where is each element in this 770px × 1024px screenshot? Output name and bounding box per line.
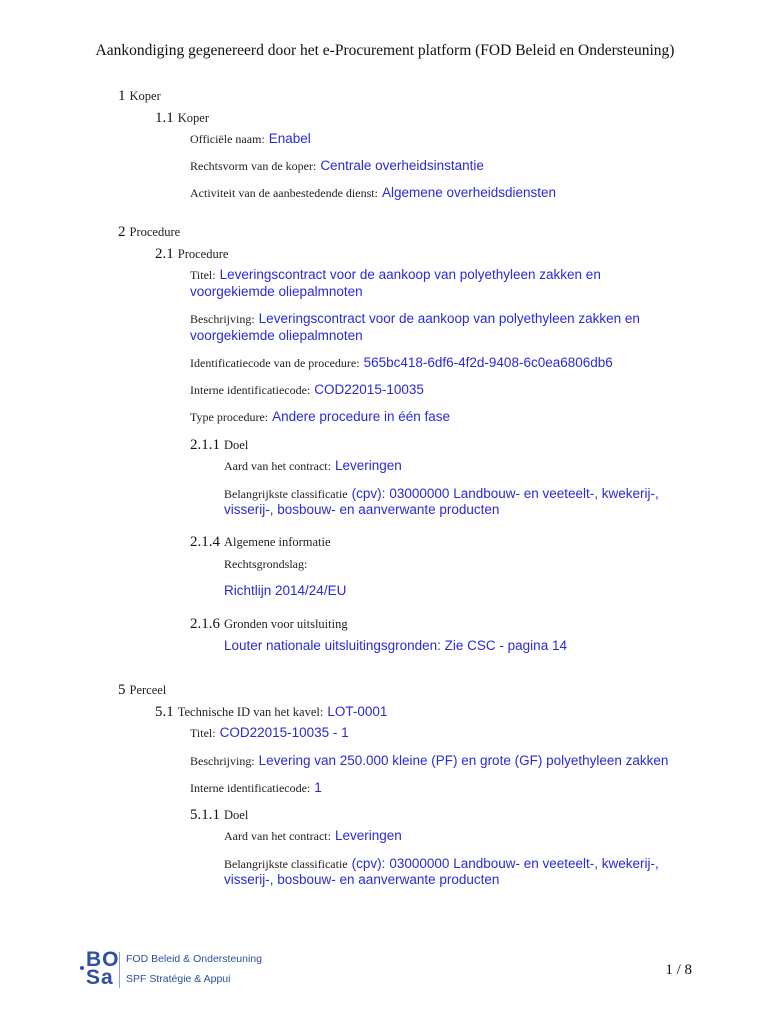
section-2-1-4-heading: [190, 533, 331, 551]
field-value: Leveringen: [334, 828, 402, 843]
subsection-title: Doel: [224, 438, 249, 452]
section-2-heading: [118, 223, 180, 241]
section-5-1-heading: [155, 703, 387, 721]
section-2-1-heading: [155, 245, 228, 263]
section-2-1-6-heading: [190, 615, 348, 633]
subsection-number: 2.1: [155, 246, 174, 262]
lot-internal-id-field: [190, 779, 322, 797]
field-label: Identificatiecode van de procedure:: [190, 356, 360, 370]
beschrijving-field: [190, 310, 640, 328]
field-value-line1: 03000000 Landbouw- en veeteelt-, kwekerij-,: [389, 486, 659, 501]
field-label: Interne identificatiecode:: [190, 781, 311, 795]
field-label: Aard van het contract:: [224, 459, 331, 473]
contract-type-field: [224, 457, 402, 475]
section-title: Koper: [129, 89, 161, 103]
subsection-number: 2.1.1: [190, 437, 220, 453]
field-label: Officiële naam:: [190, 132, 265, 146]
field-value: COD22015-10035: [314, 382, 424, 397]
field-label: Beschrijving:: [190, 754, 255, 768]
field-label: Aard van het contract:: [224, 829, 331, 843]
field-label: Belangrijkste classificatie: [224, 487, 348, 501]
field-label: Activiteit van de aanbestedende dienst:: [190, 186, 378, 200]
lot-title-field: [190, 724, 349, 742]
legal-form-field: [190, 157, 484, 175]
section-number: 2: [118, 224, 126, 240]
procedure-id-field: [190, 354, 613, 372]
section-2-1-1-heading: [190, 436, 248, 454]
field-label: Type procedure:: [190, 410, 269, 424]
bosa-logo-mark: [80, 948, 120, 992]
field-value-line1: Leveringscontract voor de aankoop van polyethyleen zakken en: [258, 311, 640, 326]
field-value-line2: visserij-, bosbouw- en aanverwante producten: [224, 872, 500, 887]
field-label: Rechtsgrondslag:: [224, 557, 308, 571]
field-value: Centrale overheidsinstantie: [320, 158, 484, 173]
field-value-line2: voorgekiemde oliepalmnoten: [190, 284, 363, 299]
subsection-title: Koper: [177, 111, 209, 125]
field-value: Levering van 250.000 kleine (PF) en grote (GF) polyethyleen zakken: [258, 753, 669, 768]
section-5-heading: [118, 681, 166, 699]
legal-basis-value: Richtlijn 2014/24/EU: [224, 583, 347, 598]
activity-field: [190, 184, 556, 202]
cpv-label: (cpv):: [351, 486, 386, 501]
field-value: 1: [314, 780, 322, 795]
official-name-field: [190, 130, 311, 148]
subsection-number: 1.1: [155, 110, 174, 126]
cpv-label: (cpv):: [351, 856, 386, 871]
section-number: 5: [118, 682, 126, 698]
exclusion-grounds-value: Louter nationale uitsluitingsgronden: Zie CSC - pagina 14: [224, 638, 567, 653]
subsection-number: 2.1.6: [190, 616, 220, 632]
subsection-title: Algemene informatie: [224, 535, 331, 549]
subsection-title: Gronden voor uitsluiting: [224, 617, 348, 631]
procedure-type-field: [190, 408, 450, 426]
field-value-line2: voorgekiemde oliepalmnoten: [190, 328, 363, 343]
logo-text-nl: FOD Beleid & Ondersteuning: [126, 953, 262, 965]
field-label: Beschrijving:: [190, 312, 255, 326]
subsection-number: 2.1.4: [190, 534, 220, 550]
field-label: Rechtsvorm van de koper:: [190, 159, 317, 173]
section-title: Perceel: [129, 683, 167, 697]
subsection-title: Technische ID van het kavel:: [177, 705, 324, 719]
field-label: Interne identificatiecode:: [190, 383, 311, 397]
field-value: Algemene overheidsdiensten: [381, 185, 557, 200]
field-value: Leveringen: [334, 458, 402, 473]
field-value: Andere procedure in één fase: [272, 409, 450, 424]
lot-contract-type-field: [224, 827, 402, 845]
subsection-title: Procedure: [177, 247, 229, 261]
logo-row-2: Sa: [86, 966, 114, 989]
subsection-title: Doel: [224, 808, 249, 822]
lot-id-value: LOT-0001: [327, 704, 388, 719]
field-value: 565bc418-6df6-4f2d-9408-6c0ea6806db6: [363, 355, 613, 370]
section-1-1-heading: [155, 109, 209, 127]
field-value-line2: visserij-, bosbouw- en aanverwante producten: [224, 502, 500, 517]
lot-description-field: [190, 752, 668, 770]
logo-dot: [80, 966, 84, 970]
field-value-line1: Leveringscontract voor de aankoop van polyethyleen zakken en: [219, 267, 601, 282]
field-label: Titel:: [190, 268, 216, 282]
titel-field: [190, 266, 601, 284]
subsection-number: 5.1.1: [190, 807, 220, 823]
field-label: Belangrijkste classificatie: [224, 857, 348, 871]
page-header-title: Aankondiging gegenereerd door het e-Procurement platform (FOD Beleid en Ondersteuning): [95, 42, 675, 59]
subsection-number: 5.1: [155, 704, 174, 720]
bosa-logo: [80, 948, 280, 992]
section-number: 1: [118, 88, 126, 104]
section-5-1-1-heading: [190, 806, 248, 824]
section-title: Procedure: [129, 225, 181, 239]
logo-text-fr: SPF Stratégie & Appui: [126, 973, 231, 985]
field-label: Titel:: [190, 726, 216, 740]
field-value-line1: 03000000 Landbouw- en veeteelt-, kwekerij-,: [389, 856, 659, 871]
legal-basis-label: [224, 555, 307, 573]
logo-row-1: BO: [86, 948, 120, 971]
internal-id-field: [190, 381, 424, 399]
field-value: Enabel: [268, 131, 311, 146]
field-value: COD22015-10035 - 1: [219, 725, 349, 740]
section-1-heading: [118, 87, 161, 105]
page-number: 1 / 8: [665, 962, 692, 978]
logo-divider: [119, 952, 120, 988]
